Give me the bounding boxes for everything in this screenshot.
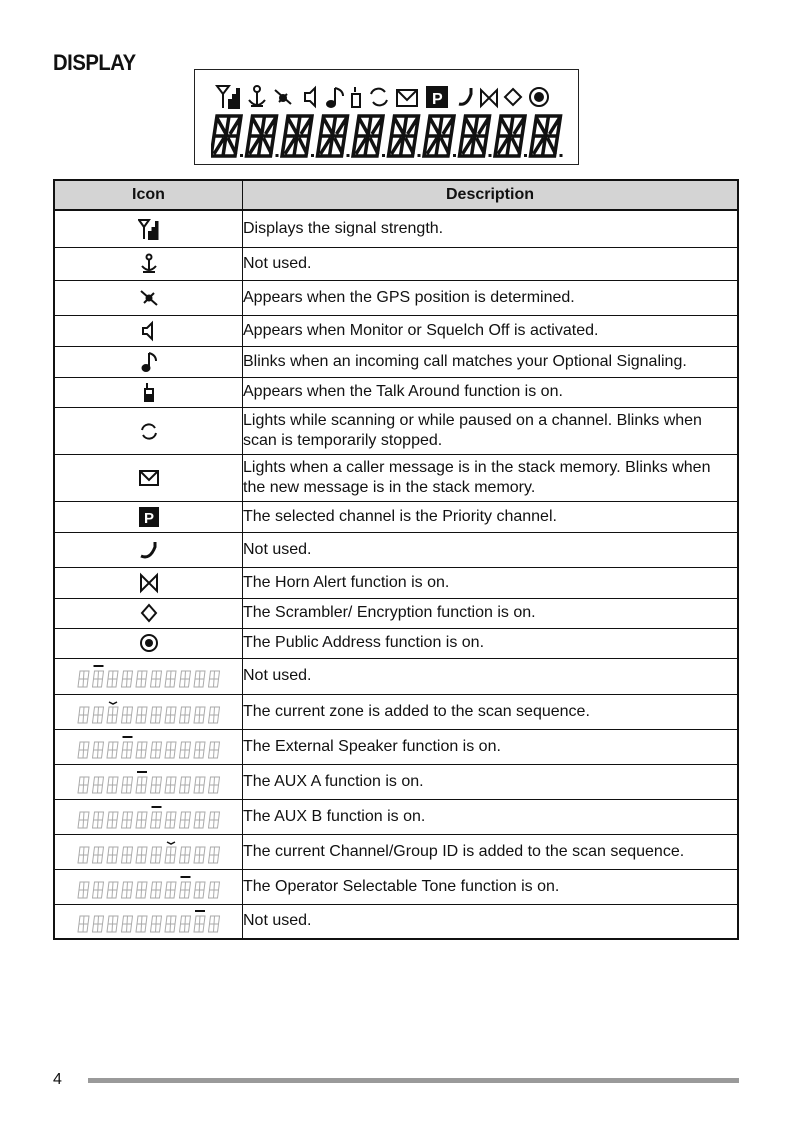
icon-cell xyxy=(54,598,243,628)
horn-icon xyxy=(138,572,160,594)
phone-icon xyxy=(138,539,160,561)
table-row xyxy=(54,346,738,377)
description-cell: The current zone is added to the scan sequence. xyxy=(243,694,739,729)
page-number: 4 xyxy=(53,1071,62,1088)
lcd-indicator-icon xyxy=(74,734,224,760)
description-cell: Lights when a caller message is in the stack memory. Blinks when the new message is in the stack memory. xyxy=(243,454,739,501)
description-cell: Blinks when an incoming call matches your Optional Signaling. xyxy=(243,346,739,377)
description-cell: Displays the signal strength. xyxy=(243,210,739,247)
table-row xyxy=(54,532,738,567)
description-cell: Appears when Monitor or Squelch Off is activated. xyxy=(243,315,739,346)
lcd-digit xyxy=(247,116,277,156)
lcd-digit-row xyxy=(211,114,566,162)
description-cell: The selected channel is the Priority channel. xyxy=(243,501,739,532)
icon-column-header: Icon xyxy=(54,180,243,210)
description-cell: Not used. xyxy=(243,658,739,694)
signal-strength-icon xyxy=(138,218,160,240)
lcd-indicator-icon xyxy=(74,769,224,795)
icon-cell xyxy=(54,799,243,834)
description-cell: The Public Address function is on. xyxy=(243,628,739,658)
table-row xyxy=(54,764,738,799)
icon-cell xyxy=(54,834,243,869)
description-cell: The Operator Selectable Tone function is on. xyxy=(243,869,739,904)
table-row xyxy=(54,210,738,247)
icon-cell xyxy=(54,694,243,729)
lcd-status-icons xyxy=(215,84,565,112)
table-row xyxy=(54,628,738,658)
envelope-icon xyxy=(138,467,160,489)
lcd-digit xyxy=(495,116,525,156)
music-note-icon xyxy=(138,351,160,373)
table-row xyxy=(54,247,738,280)
icon-cell xyxy=(54,247,243,280)
footer-rule xyxy=(88,1078,739,1083)
description-column-header: Description xyxy=(243,180,739,210)
lcd-digit xyxy=(282,116,312,156)
description-cell: The Horn Alert function is on. xyxy=(243,567,739,598)
table-row xyxy=(54,694,738,729)
lcd-digit xyxy=(531,116,561,156)
lcd-indicator-icon xyxy=(74,908,224,934)
lcd-digit xyxy=(460,116,490,156)
description-cell: The Scrambler/ Encryption function is on. xyxy=(243,598,739,628)
diamond-icon xyxy=(138,602,160,624)
icon-cell xyxy=(54,764,243,799)
table-row xyxy=(54,501,738,532)
icon-cell xyxy=(54,407,243,454)
section-title: DISPLAY xyxy=(53,50,136,75)
description-cell: Appears when the GPS position is determined. xyxy=(243,280,739,315)
icon-cell xyxy=(54,628,243,658)
speaker-icon xyxy=(138,320,160,342)
lcd-indicator-icon xyxy=(74,839,224,865)
description-cell: Appears when the Talk Around function is on. xyxy=(243,377,739,407)
icon-cell xyxy=(54,532,243,567)
icon-cell xyxy=(54,501,243,532)
table-row xyxy=(54,658,738,694)
description-cell: Not used. xyxy=(243,904,739,939)
table-row xyxy=(54,280,738,315)
description-cell: Not used. xyxy=(243,247,739,280)
scan-icon xyxy=(138,420,160,442)
table-row xyxy=(54,454,738,501)
svg-text:P: P xyxy=(143,509,154,527)
table-row xyxy=(54,377,738,407)
icon-cell xyxy=(54,454,243,501)
table-row xyxy=(54,799,738,834)
anchor-icon xyxy=(138,253,160,275)
icon-cell xyxy=(54,729,243,764)
talk-around-icon xyxy=(138,381,160,403)
table-row xyxy=(54,729,738,764)
description-cell: Lights while scanning or while paused on a channel. Blinks when scan is temporarily stopped. xyxy=(243,407,739,454)
table-row xyxy=(54,904,738,939)
lcd-digit xyxy=(353,116,383,156)
icon-description-table xyxy=(53,179,739,940)
table-row xyxy=(54,834,738,869)
table-row xyxy=(54,598,738,628)
priority-icon xyxy=(138,506,160,528)
table-row xyxy=(54,869,738,904)
table-row xyxy=(54,315,738,346)
description-cell: The AUX A function is on. xyxy=(243,764,739,799)
lcd-indicator-icon xyxy=(74,699,224,725)
public-address-icon xyxy=(138,632,160,654)
description-cell: Not used. xyxy=(243,532,739,567)
lcd-digit xyxy=(318,116,348,156)
description-cell: The External Speaker function is on. xyxy=(243,729,739,764)
icon-cell xyxy=(54,280,243,315)
lcd-indicator-icon xyxy=(74,663,224,689)
icon-cell xyxy=(54,567,243,598)
icon-cell xyxy=(54,346,243,377)
lcd-digit xyxy=(211,116,241,156)
table-row xyxy=(54,407,738,454)
lcd-display-illustration xyxy=(194,69,579,165)
icon-cell xyxy=(54,904,243,939)
svg-text:P: P xyxy=(432,91,443,108)
lcd-indicator-icon xyxy=(74,804,224,830)
satellite-icon xyxy=(138,287,160,309)
icon-cell xyxy=(54,377,243,407)
icon-cell xyxy=(54,658,243,694)
table-row xyxy=(54,567,738,598)
icon-cell xyxy=(54,315,243,346)
lcd-indicator-icon xyxy=(74,874,224,900)
description-cell: The AUX B function is on. xyxy=(243,799,739,834)
icon-cell xyxy=(54,210,243,247)
lcd-digit xyxy=(389,116,419,156)
icon-cell xyxy=(54,869,243,904)
lcd-digit xyxy=(424,116,454,156)
description-cell: The current Channel/Group ID is added to the scan sequence. xyxy=(243,834,739,869)
